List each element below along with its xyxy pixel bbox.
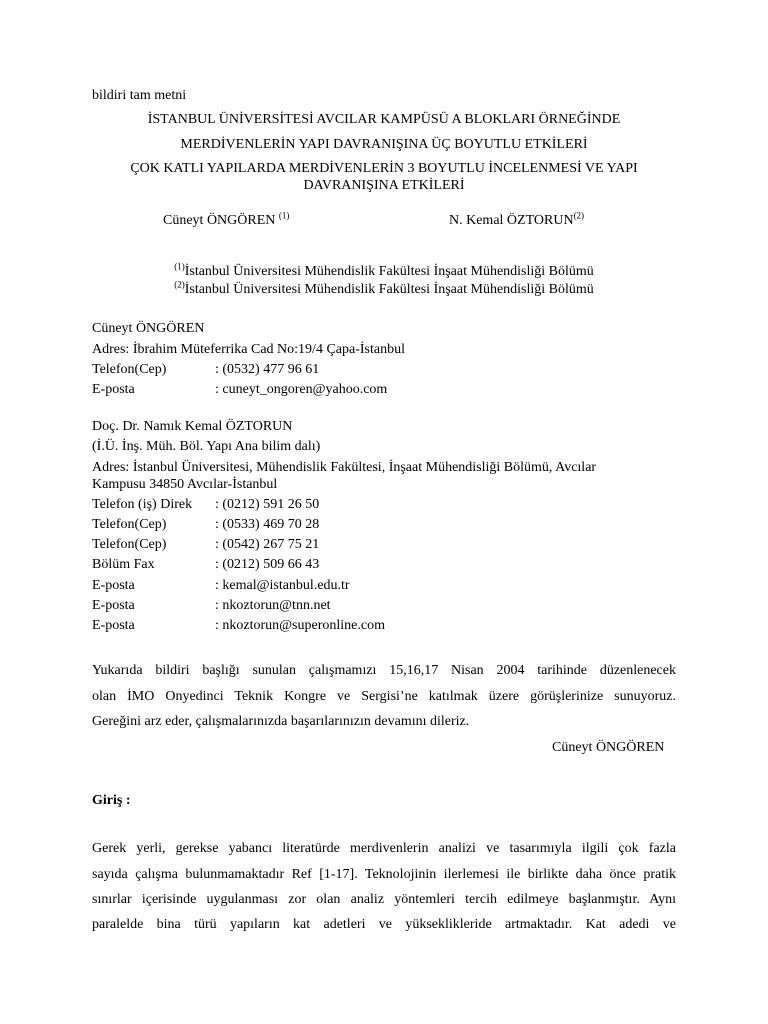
title-line-4: DAVRANIŞINA ETKİLERİ (303, 178, 465, 193)
author-1 (163, 212, 289, 230)
contact1-row (92, 361, 319, 379)
author-1-sup: (1) (278, 210, 290, 221)
contact2-dept: (İ.Ü. İnş. Müh. Böl. Yapı Ana bilim dalı) (92, 439, 321, 454)
title-line-2: MERDİVENLERİN YAPI DAVRANIŞINA ÜÇ BOYUTLU ETKİLERİ (180, 137, 588, 152)
contact2-row-label: E-posta (92, 578, 135, 593)
affiliation-2-sup: (2) (174, 279, 185, 290)
contact2-address-line1: Adres: İstanbul Üniversitesi, Mühendislik Fakültesi, İnşaat Mühendisliği Bölümü, Avcılar (92, 460, 597, 475)
author-2-sup: (2) (573, 210, 585, 221)
contact2-row-label: Telefon(Cep) (92, 517, 167, 532)
intro-line-3: sınırlar içerisinde uygulanması zor olan analiz yöntemleri tercih edilmeye başlanmıştır. Aynı (92, 892, 676, 907)
contact2-row-value: : (0212) 591 26 50 (215, 497, 320, 512)
contact1-row-label: Telefon(Cep) (92, 362, 167, 377)
author-2-name: N. Kemal ÖZTORUN (449, 213, 574, 228)
contact2-row-value: : nkoztorun@tnn.net (215, 598, 331, 613)
cover-letter-line-3: Gereğini arz eder, çalışmalarınızda başarılarınızın devamını dileriz. (92, 714, 470, 729)
contact2-row-value: : kemal@istanbul.edu.tr (215, 578, 350, 593)
cover-letter-line-2: olan İMO Onyedinci Teknik Kongre ve Sergisi’ne katılmak üzere görüşlerinize sunuyoruz. (92, 689, 676, 704)
contact2-row-value: : (0212) 509 66 43 (215, 557, 320, 572)
contact2-row-label: Telefon(Cep) (92, 537, 167, 552)
contact2-row (92, 496, 319, 514)
contact2-row (92, 556, 319, 574)
contact1-row-label: E-posta (92, 382, 135, 397)
affiliation-1 (92, 263, 676, 281)
author-2 (449, 212, 584, 230)
contact2-row-label: Bölüm Fax (92, 557, 155, 572)
cover-letter-line-1: Yukarıda bildiri başlığı sunulan çalışmamızı 15,16,17 Nisan 2004 tarihinde düzenlenecek (92, 663, 676, 678)
affiliation-1-text: İstanbul Üniversitesi Mühendislik Fakültesi İnşaat Mühendisliği Bölümü (184, 264, 594, 279)
contact2-address-line2: Kampusu 34850 Avcılar-İstanbul (92, 477, 278, 492)
contact2-name: Doç. Dr. Namık Kemal ÖZTORUN (92, 419, 293, 434)
contact2-row (92, 516, 319, 534)
contact2-row-label: Telefon (iş) Direk (92, 497, 193, 512)
contact2-row-value: : (0542) 267 75 21 (215, 537, 320, 552)
contact1-row-value: : cuneyt_ongoren@yahoo.com (215, 382, 388, 397)
contact1-address: Adres: İbrahim Müteferrika Cad No:19/4 Çapa-İstanbul (92, 342, 405, 357)
contact2-row (92, 577, 350, 595)
author-1-name: Cüneyt ÖNGÖREN (163, 213, 276, 228)
intro-line-4: paralelde bina türü yapıların kat adetleri ve yükseklikleride artmaktadır. Kat adedi ve (92, 917, 676, 932)
contact2-row-value: : (0533) 469 70 28 (215, 517, 320, 532)
intro-heading: Giriş : (92, 793, 131, 808)
intro-line-2: sayıda çalışma bulunmamaktadır Ref [1-17]. Teknolojinin ilerlemesi ile birlikte daha önce pratik (92, 867, 676, 882)
contact1-row-value: : (0532) 477 96 61 (215, 362, 320, 377)
affiliation-2-text: İstanbul Üniversitesi Mühendislik Fakültesi İnşaat Mühendisliği Bölümü (184, 282, 594, 297)
contact2-row (92, 597, 331, 615)
doc-label: bildiri tam metni (92, 88, 187, 103)
affiliation-2 (92, 281, 676, 299)
title-line-3: ÇOK KATLI YAPILARDA MERDİVENLERİN 3 BOYUTLU İNCELENMESİ VE YAPI (130, 161, 638, 176)
contact2-row-value: : nkoztorun@superonline.com (215, 618, 385, 633)
affiliation-1-sup: (1) (174, 261, 185, 272)
intro-line-1: Gerek yerli, gerekse yabancı literatürde merdivenlerin analizi ve tasarımıyla ilgili çok fazla (92, 841, 676, 856)
contact1-name: Cüneyt ÖNGÖREN (92, 321, 205, 336)
contact2-row-label: E-posta (92, 618, 135, 633)
title-line-1: İSTANBUL ÜNİVERSİTESİ AVCILAR KAMPÜSÜ A BLOKLARI ÖRNEĞİNDE (147, 112, 621, 127)
contact2-row-label: E-posta (92, 598, 135, 613)
contact2-row (92, 536, 319, 554)
signature: Cüneyt ÖNGÖREN (552, 740, 665, 755)
contact2-row (92, 617, 385, 635)
contact1-row (92, 381, 387, 399)
